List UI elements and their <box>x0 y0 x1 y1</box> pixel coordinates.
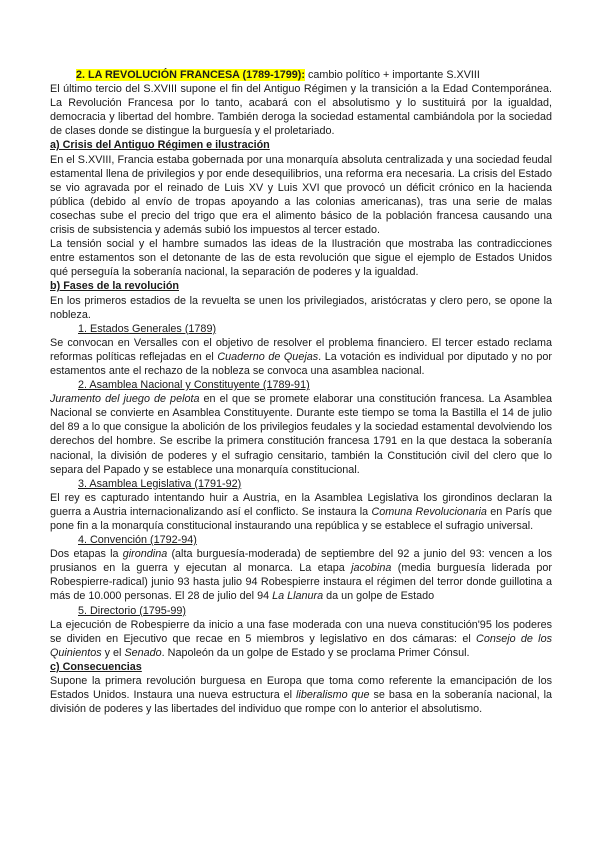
phase-4-italic: girondina <box>122 548 168 561</box>
title-subtitle: cambio político + importante S.XVIII <box>304 69 480 81</box>
phase-2-paragraph <box>50 392 552 477</box>
phase-5-text-3: . Napoleón da un golpe de Estado y se proclama Primer Cónsul. <box>161 646 470 659</box>
section-c-italic: liberalismo que <box>296 689 370 702</box>
phase-4-text-2: (alta burguesía-moderada) de septiembre del 92 a junio del 93: vencen a los prusianos en la guerra y ejecutan al monarca. La etapa <box>50 548 552 575</box>
section-b-heading: b) Fases de la revolución <box>50 280 180 293</box>
section-a-paragraph-2: La tensión social y el hambre sumados las ideas de la Ilustración que mostraba las contradicciones entre estamentos son el detonante de las de esta revolución que sigue el ejemplo de Estados Unidos qué perseguía la soberanía nacional, la separación de poderes y la igualdad. <box>50 238 552 279</box>
phase-2-italic: Juramento del juego de pelota <box>50 393 200 406</box>
document-page <box>50 68 552 716</box>
phase-5-heading: 5. Directorio (1795-99) <box>78 604 187 617</box>
phase-5-text-2: y el <box>101 646 125 659</box>
intro-paragraph: El último tercio del S.XVIII supone el fin del Antiguo Régimen y la transición a la Edad Contemporánea. La Revolución Francesa por lo tanto, acabará con el absolutismo y lo sustituirá por la igualdad, democracia y libertad del hombre. También deroga la sociedad estamental cambiándola por la sociedad de clases donde se distingue la burguesía y el proletariado. <box>50 83 552 138</box>
section-c-paragraph <box>50 674 552 716</box>
phase-4-text-4: da un golpe de Estado <box>323 590 435 603</box>
phase-4-italic-2: jacobina <box>351 562 392 575</box>
phase-3-heading: 3. Asamblea Legislativa (1791-92) <box>78 477 242 490</box>
phase-3-text: El rey es capturado intentando huir a Austria, en la Asamblea Legislativa los girondinos declaran la guerra a Austria internacionalizando así el conflicto. Se instaura la <box>50 491 552 518</box>
phase-3-text-2: en París que pone fin a la monarquía constitucional instaurando una república y se establece el sufragio universal. <box>50 505 552 532</box>
phase-1-heading: 1. Estados Generales (1789) <box>78 322 217 335</box>
phase-2-text: en el que se promete elaborar una constitución francesa. La Asamblea Nacional se convierte en Asamblea Constituyente. Durante este tiempo se toma la Bastilla el 14 de julio del 89 a lo que consigue la abolición de los privilegios feudales y la sociedad estamental devolviendo los derechos del hombre. Se escribe la primera constitución francesa 1791 en la que destaca la soberanía nacional, la división de poderes y el sufragio censitario, también la Constitución civil del clero que lo separa del Papado y se establece una monarquía constitucional. <box>50 393 552 476</box>
phase-4-italic-3: La Llanura <box>272 590 324 603</box>
section-a-paragraph-1: En el S.XVIII, Francia estaba gobernada por una monarquía absoluta centralizada y una sociedad feudal estamental llena de privilegios y por ende desequilibrios, una reforma era necesaria. La crisis del Estado se vio agravada por el reinado de Luis XV y Luis XVI que provocó un déficit crónico en la hacienda pública (debido al envío de tropas apoyando a las colonias americanas), tras una serie de malas cosechas sube el precio del trigo que era el alimento básico de la población francesa causando una crisis de subsistencia y además subió los impuestos al tercer estado. <box>50 153 552 237</box>
phase-5-italic-2: Senado <box>124 646 162 659</box>
phase-5-italic: Consejo de los Quinientos <box>50 632 552 659</box>
phase-4-text-3: (media burguesía liderada por Robespierre-radical) junio 93 hasta julio 94 Robespierre instaura el régimen del terror donde guillotina a más de 10.000 personas. El 28 de julio del 94 <box>50 562 552 603</box>
phase-2-heading: 2. Asamblea Nacional y Constituyente (1789-91) <box>78 379 310 392</box>
phase-1-paragraph <box>50 336 552 378</box>
section-c-heading: c) Consecuencias <box>50 660 142 673</box>
phase-5-paragraph <box>50 618 552 660</box>
phase-3-italic: Comuna Revolucionaria <box>371 505 487 518</box>
document-title <box>50 68 552 82</box>
section-c-text: Supone la primera revolución burguesa en Europa que toma como referente la emancipación de los Estados Unidos. Instaura una nueva estructura el <box>50 675 552 702</box>
section-c-text-2: se basa en la soberanía nacional, la división de poderes y las libertades del individuo que rompe con lo anterior el absolutismo. <box>50 689 552 716</box>
title-highlight: 2. LA REVOLUCIÓN FRANCESA (1789-1799): <box>76 69 305 81</box>
phase-4-text: Dos etapas la <box>50 548 123 561</box>
section-b-intro: En los primeros estadios de la revuelta se unen los privilegiados, aristócratas y clero pero, se opone la nobleza. <box>50 294 552 321</box>
phase-1-italic: Cuaderno de Quejas <box>217 350 319 363</box>
phase-4-paragraph <box>50 547 552 603</box>
phase-1-text-2: . La votación es individual por diputado y no por estamentos ante el rechazo de la nobleza se convoca una asamblea nacional. <box>50 350 553 377</box>
phase-3-paragraph <box>50 491 552 533</box>
phase-1-text: Se convocan en Versalles con el objetivo de resolver el problema financiero. El tercer estado reclama reformas políticas reflejadas en el <box>50 336 552 363</box>
phase-4-heading: 4. Convención (1792-94) <box>78 534 197 547</box>
section-a-heading: a) Crisis del Antiguo Régimen e ilustración <box>50 139 270 152</box>
phase-5-text: La ejecución de Robespierre da inicio a una fase moderada con una nueva constitución'95 los poderes se dividen en Ejecutivo que recae en 5 miembros y legislativo en dos cámaras: el <box>50 618 552 645</box>
